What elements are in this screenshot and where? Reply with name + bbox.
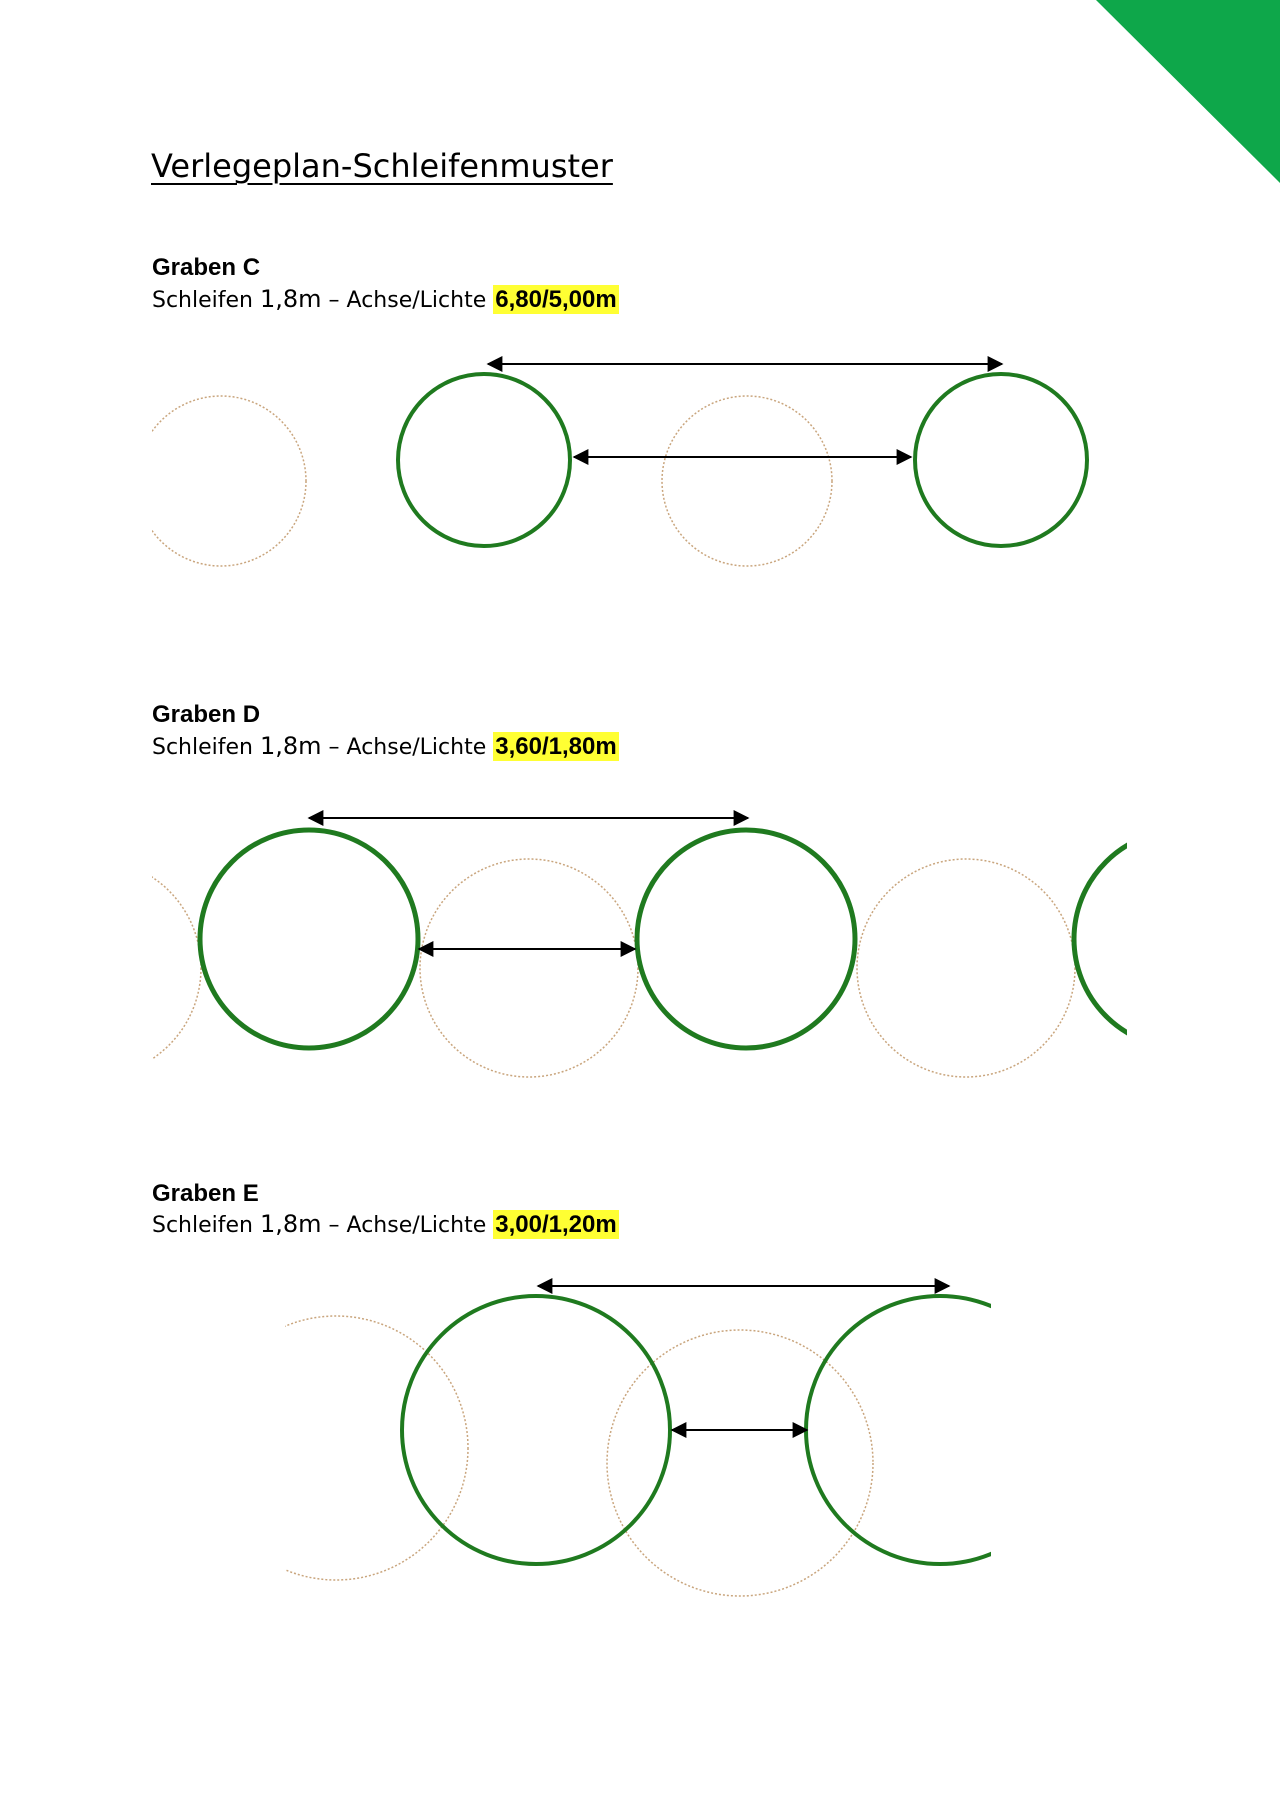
spec-prefix: Schleifen — [152, 735, 253, 760]
primary-loop — [806, 1296, 1074, 1564]
primary-loop — [200, 830, 418, 1048]
diagram-graben-c — [136, 374, 1087, 566]
secondary-loop — [857, 859, 1075, 1077]
spec-ratio-highlight: 3,00/1,20m — [495, 1211, 617, 1238]
spec-connector: – — [328, 735, 340, 760]
secondary-loop — [204, 1316, 468, 1580]
secondary-loop — [607, 1330, 873, 1596]
spec-ratio-highlight: 6,80/5,00m — [495, 286, 617, 313]
primary-loop — [915, 374, 1087, 546]
spec-label: Achse/Lichte — [346, 1213, 487, 1238]
diagram-graben-d — [0, 830, 1280, 1077]
section-heading-graben-d: Graben D — [152, 701, 261, 728]
section-heading-graben-e: Graben E — [152, 1180, 259, 1207]
spec-prefix: Schleifen — [152, 288, 253, 313]
spec-connector: – — [328, 288, 340, 313]
secondary-loop — [136, 396, 306, 566]
spec-size: 1,8m — [260, 1210, 322, 1238]
secondary-loop — [0, 859, 201, 1077]
primary-loop — [1074, 830, 1280, 1048]
spec-label: Achse/Lichte — [346, 288, 487, 313]
primary-loop — [637, 830, 855, 1048]
secondary-loop — [420, 859, 638, 1077]
spec-size: 1,8m — [260, 732, 322, 760]
spec-connector: – — [328, 1213, 340, 1238]
primary-loop — [398, 374, 570, 546]
spec-prefix: Schleifen — [152, 1213, 253, 1238]
section-heading-graben-c: Graben C — [152, 254, 261, 281]
page-title: Verlegeplan-Schleifenmuster — [151, 147, 613, 185]
secondary-loop — [662, 396, 832, 566]
spec-ratio-highlight: 3,60/1,80m — [495, 733, 617, 760]
diagram-graben-e — [204, 1296, 1074, 1596]
spec-size: 1,8m — [260, 285, 322, 313]
primary-loop — [402, 1296, 670, 1564]
spec-label: Achse/Lichte — [346, 735, 487, 760]
